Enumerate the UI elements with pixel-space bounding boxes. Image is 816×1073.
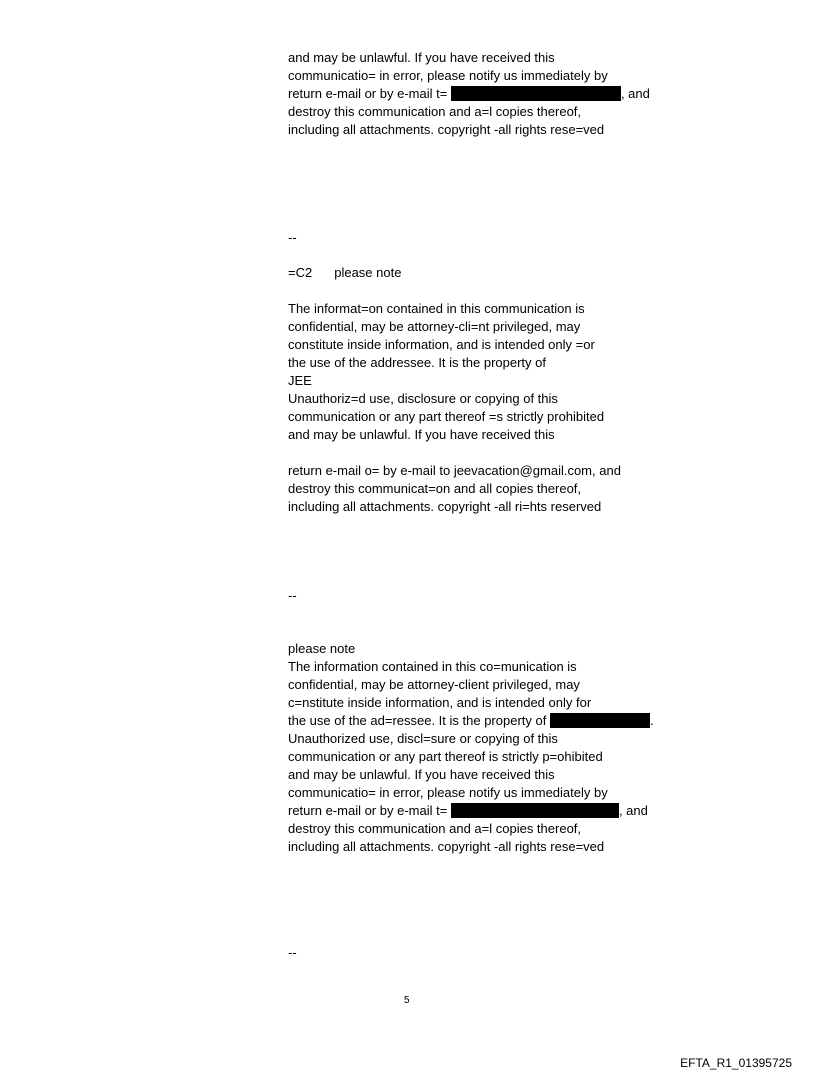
text-fragment: please note (334, 265, 402, 280)
page-number: 5 (404, 995, 410, 1006)
redaction-box (451, 803, 619, 818)
document-id: EFTA_R1_01395725 (680, 1056, 792, 1070)
text-line: destroy this communication and a=l copies thereof, (288, 821, 582, 836)
text-line: Unauthoriz=d use, disclosure or copying of this (288, 391, 558, 406)
text-line: The informat=on contained in this communication is (288, 301, 585, 316)
text-line: confidential, may be attorney-client privileged, may (288, 677, 580, 692)
text-line (288, 712, 654, 730)
text-line: including all attachments. copyright -all ri=hts reserved (288, 499, 602, 514)
text-line: c=nstitute inside information, and is intended only for (288, 695, 592, 710)
redaction-box (451, 86, 621, 101)
text-line: and may be unlawful. If you have received this (288, 767, 555, 782)
text-line: destroy this communication and a=l copies thereof, (288, 104, 582, 119)
text-fragment: , and (620, 86, 650, 101)
text-line: communication or any part thereof is strictly p=ohibited (288, 749, 603, 764)
text-line: destroy this communicat=on and all copies thereof, (288, 481, 582, 496)
text-line: communicatio= in error, please notify us immediately by (288, 785, 608, 800)
text-line: including all attachments. copyright -all rights rese=ved (288, 122, 605, 137)
text-line: including all attachments. copyright -all rights rese=ved (288, 839, 605, 854)
separator-line: -- (288, 588, 297, 603)
text-line: please note (288, 641, 356, 656)
text-fragment: , and (618, 803, 648, 818)
text-fragment: =C2 (288, 265, 313, 280)
text-fragment: return e-mail or by e-mail t= (288, 86, 448, 101)
text-line: Unauthorized use, discl=sure or copying of this (288, 731, 558, 746)
text-line (288, 264, 401, 282)
text-fragment: the use of the ad=ressee. It is the property of (288, 713, 547, 728)
text-line: and may be unlawful. If you have received this (288, 427, 555, 442)
text-line: and may be unlawful. If you have received this (288, 50, 555, 65)
text-line: The information contained in this co=munication is (288, 659, 577, 674)
text-line: communicatio= in error, please notify us immediately by (288, 68, 608, 83)
text-line: communication or any part thereof =s strictly prohibited (288, 409, 605, 424)
text-fragment: . (649, 713, 654, 728)
text-line: JEE (288, 373, 312, 388)
separator-line: -- (288, 230, 297, 245)
text-line: return e-mail o= by e-mail to jeevacation@gmail.com, and (288, 463, 621, 478)
redaction-box (550, 713, 650, 728)
separator-line: -- (288, 945, 297, 960)
text-line: constitute inside information, and is intended only =or (288, 337, 595, 352)
text-line: the use of the addressee. It is the property of (288, 355, 546, 370)
text-line: confidential, may be attorney-cli=nt privileged, may (288, 319, 581, 334)
text-line (288, 85, 650, 103)
text-fragment: return e-mail or by e-mail t= (288, 803, 448, 818)
text-line (288, 802, 648, 820)
